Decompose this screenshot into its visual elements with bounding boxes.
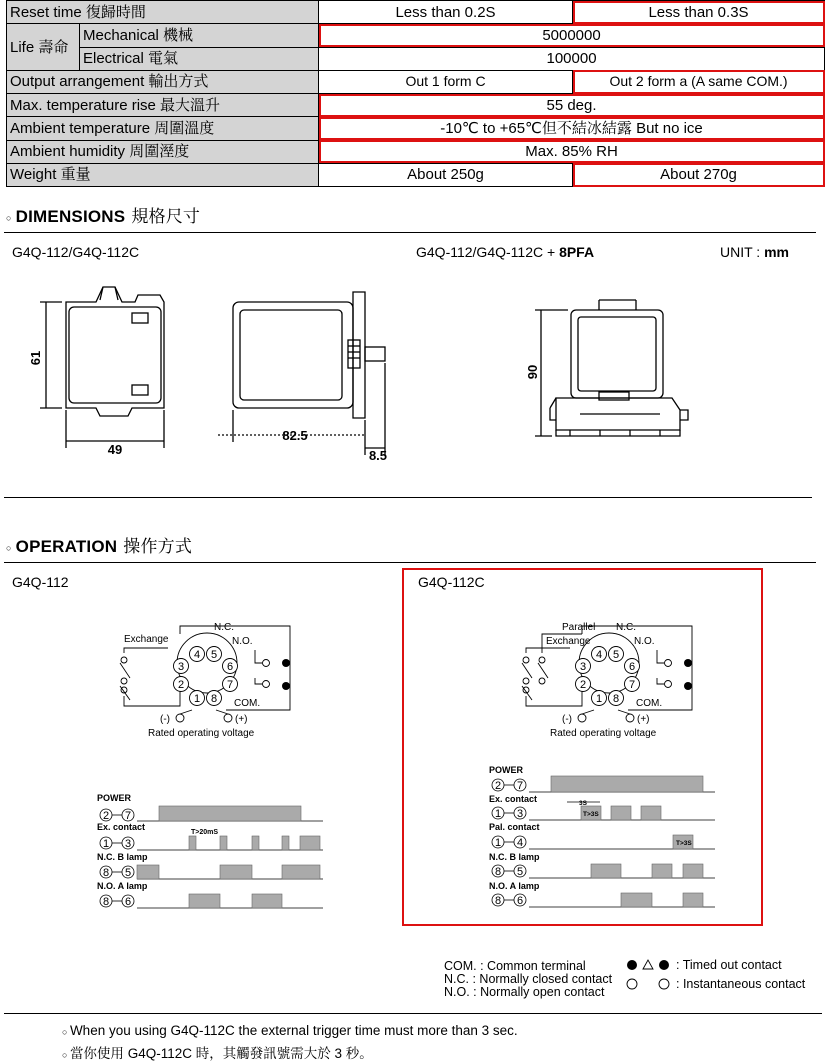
dim-socket-height-label: 90 [525, 364, 540, 380]
minus-label: (-) [160, 714, 170, 725]
table-row [7, 47, 825, 70]
bullet-icon: ○ [62, 1027, 70, 1037]
wiring-path [657, 650, 664, 684]
ambient-temperature-label: Ambient temperature 周圍溫度 [7, 117, 319, 140]
dimensions-left-model: G4Q-112/G4Q-112C [12, 244, 140, 260]
pin-1-label: 1 [193, 693, 201, 705]
pin-3-label: 3 [177, 661, 185, 673]
terminal-plus-icon [224, 714, 232, 722]
reset-time-label: Reset time 復歸時間 [7, 1, 319, 24]
instant-contact-icon [659, 979, 669, 989]
timed-contact-icon [282, 659, 290, 667]
ambient-temperature-value: -10℃ to +65℃但不結冰結露 But no ice [319, 117, 825, 140]
divider [4, 497, 812, 498]
pin-label: 6 [516, 895, 524, 907]
mechanical-label: Mechanical 機械 [80, 24, 319, 47]
dimension-drawings [0, 270, 830, 470]
terminal-icon [539, 678, 545, 684]
weight-g4q112: About 250g [319, 163, 573, 186]
timing-chart-g4q112 [95, 790, 327, 910]
unit-label [720, 244, 789, 260]
output-arrangement-label: Output arrangement 輸出方式 [7, 70, 319, 93]
nc-b-lamp-label: N.C. B lamp [97, 852, 148, 862]
operation-title-cjk: 操作方式 [123, 537, 193, 556]
pin-label: 1 [494, 837, 502, 849]
pin-5-label: 5 [210, 649, 218, 661]
wiring-path [526, 690, 582, 706]
pin-5-label: 5 [612, 649, 620, 661]
legend-nc: N.C. : Normally closed contact [444, 972, 613, 986]
pin-8-label: 8 [210, 693, 218, 705]
ex-contact-pulse [611, 806, 631, 820]
divider [4, 562, 816, 563]
pin-8-label: 8 [612, 693, 620, 705]
wiring-diagram-g4q112 [110, 618, 310, 744]
no-a-lamp-label: N.O. A lamp [489, 881, 540, 891]
power-on-pulse [551, 776, 703, 792]
pin-label: 7 [124, 810, 132, 822]
right-model-bold: 8PFA [559, 244, 595, 260]
nc-lamp-pulse [591, 864, 621, 878]
terminal-minus-icon [176, 714, 184, 722]
operation-title: OPERATION [15, 537, 118, 556]
unit-label-text: UNIT : [720, 244, 765, 260]
pin-2-label: 2 [579, 679, 587, 691]
timed-contact-icon [627, 960, 637, 970]
switch-contact [522, 663, 532, 678]
table-row [7, 117, 825, 140]
table-row [7, 1, 825, 24]
wiring-path [582, 710, 630, 714]
operation-right-model: G4Q-112C [418, 574, 485, 590]
plus-label: (+) [637, 714, 650, 725]
timed-contact-icon [282, 682, 290, 690]
power-label: POWER [97, 793, 132, 803]
pin-label: 5 [516, 866, 524, 878]
wiring-path [526, 648, 570, 653]
minus-label: (-) [562, 714, 572, 725]
pin-6-label: 6 [628, 661, 636, 673]
no-lamp-pulse [683, 893, 703, 907]
pin-label: 8 [102, 867, 110, 879]
pin-label: 6 [124, 896, 132, 908]
power-on-pulse [159, 806, 301, 821]
bullet-icon: ○ [6, 542, 12, 553]
nc-label: N.C. [214, 622, 234, 633]
legend-no: N.O. : Normally open contact [444, 985, 605, 999]
output-arrangement-g4q112c: Out 2 form a (A same COM.) [573, 70, 825, 93]
timed-contact-icon [659, 960, 669, 970]
nc-lamp-pulse [220, 865, 252, 879]
dimensions-title: DIMENSIONS [15, 207, 126, 226]
nc-b-lamp-label: N.C. B lamp [489, 852, 540, 862]
pin-6-label: 6 [226, 661, 234, 673]
pin-label: 3 [516, 808, 524, 820]
max-temp-rise-label: Max. temperature rise 最大溫升 [7, 94, 319, 117]
pin-label: 1 [494, 808, 502, 820]
socket-view-drawing [535, 300, 688, 436]
legend-timed: : Timed out contact [676, 958, 782, 972]
dim-height-label: 61 [28, 350, 43, 366]
ex-contact-pulse [189, 836, 196, 850]
pin-label: 3 [124, 838, 132, 850]
divider [4, 1013, 822, 1014]
terminal-icon [523, 678, 529, 684]
exchange-label: Exchange [124, 634, 169, 645]
note-en-text: When you using G4Q-112C the external trigger time must more than 3 sec. [69, 1023, 518, 1038]
bullet-icon: ○ [6, 212, 12, 223]
pin-label: 2 [102, 810, 110, 822]
nc-lamp-pulse [683, 864, 703, 878]
pin-label: 4 [516, 837, 524, 849]
com-label: COM. [234, 698, 261, 709]
switch-contact [120, 663, 130, 678]
nc-lamp-pulse [282, 865, 320, 879]
timed-contact-icon [684, 682, 692, 690]
nc-lamp-pulse [652, 864, 672, 878]
pin-label: 8 [102, 896, 110, 908]
operation-heading [6, 532, 192, 557]
legend-com: COM. : Common terminal [444, 959, 586, 973]
right-model-text: G4Q-112/G4Q-112C + [416, 244, 560, 260]
ambient-humidity-label: Ambient humidity 周圍溼度 [7, 140, 319, 163]
table-row [7, 94, 825, 117]
ex-contact-pulse [300, 836, 320, 850]
wiring-path [124, 690, 180, 706]
pin-7-label: 7 [628, 679, 636, 691]
nc-lamp-pulse [137, 865, 159, 879]
timed-contact-icon [684, 659, 692, 667]
terminal-icon [263, 660, 270, 667]
dim-width-label: 49 [107, 442, 123, 457]
wiring-path [180, 710, 228, 714]
reset-time-g4q112c: Less than 0.3S [573, 1, 825, 24]
no-label: N.O. [232, 636, 253, 647]
pin-4-label: 4 [595, 649, 603, 661]
pin-1-label: 1 [595, 693, 603, 705]
pin-4-label: 4 [193, 649, 201, 661]
t-3s-label: T>3S [676, 840, 692, 847]
no-label: N.O. [634, 636, 655, 647]
no-lamp-pulse [621, 893, 652, 907]
instant-contact-icon [627, 979, 637, 989]
ex-contact-pulse [282, 836, 289, 850]
terminal-icon [121, 678, 127, 684]
pin-7-label: 7 [226, 679, 234, 691]
no-a-lamp-label: N.O. A lamp [97, 881, 148, 891]
legend-instant: : Instantaneous contact [676, 977, 806, 991]
table-row [7, 163, 825, 186]
life-label: Life 壽命 [7, 24, 80, 71]
output-arrangement-g4q112: Out 1 form C [319, 70, 573, 93]
table-row [7, 140, 825, 163]
pin-3-label: 3 [579, 661, 587, 673]
table-row [7, 70, 825, 93]
exchange-label: Exchange [546, 636, 591, 647]
no-lamp-pulse [189, 894, 220, 908]
bullet-icon: ○ [62, 1050, 70, 1060]
terminal-icon [121, 657, 127, 663]
pal-contact-label: Pal. contact [489, 822, 540, 832]
dim-pin-label: 8.5 [368, 448, 388, 463]
ambient-humidity-value: Max. 85% RH [319, 140, 825, 163]
terminal-plus-icon [626, 714, 634, 722]
table-row [7, 24, 825, 47]
max-temp-rise-value: 55 deg. [319, 94, 825, 117]
note-en [62, 1023, 518, 1038]
three-s-label: 3S [579, 800, 587, 807]
note-zh-text: 當你使用 G4Q-112C 時，其觸發訊號需大於 3 秒。 [69, 1046, 373, 1061]
dimensions-title-cjk: 規格尺寸 [131, 207, 201, 226]
dimensions-right-model [416, 244, 594, 260]
unit-value: mm [764, 244, 789, 260]
electrical-label: Electrical 電氣 [80, 47, 319, 70]
no-lamp-pulse [252, 894, 282, 908]
divider [4, 232, 816, 233]
electrical-value: 100000 [319, 47, 825, 70]
t-20ms-label: T>20mS [191, 829, 219, 836]
legend-symbols [622, 956, 674, 996]
terminal-icon [665, 660, 672, 667]
reset-time-g4q112: Less than 0.2S [319, 1, 573, 24]
wiring-diagram-g4q112c [512, 618, 712, 744]
operation-left-model: G4Q-112 [12, 574, 69, 590]
ex-contact-pulse [220, 836, 227, 850]
terminal-icon [665, 681, 672, 688]
pin-label: 8 [494, 866, 502, 878]
plus-label: (+) [235, 714, 248, 725]
pin-label: 2 [494, 780, 502, 792]
switch-contact [538, 663, 548, 678]
ex-contact-label: Ex. contact [489, 794, 538, 804]
mechanical-value: 5000000 [319, 24, 825, 47]
note-zh [62, 1042, 373, 1062]
terminal-minus-icon [578, 714, 586, 722]
pin-label: 5 [124, 867, 132, 879]
t-3s-label: T>3S [583, 811, 599, 818]
com-label: COM. [636, 698, 663, 709]
parallel-label: Parallel [562, 622, 596, 633]
weight-g4q112c: About 270g [573, 163, 825, 186]
pin-label: 7 [516, 780, 524, 792]
pin-2-label: 2 [177, 679, 185, 691]
nc-label: N.C. [616, 622, 636, 633]
ex-contact-label: Ex. contact [97, 822, 146, 832]
pin-label: 8 [494, 895, 502, 907]
timing-chart-g4q112c [487, 762, 719, 912]
pin-label: 1 [102, 838, 110, 850]
power-label: POWER [489, 765, 524, 775]
spec-table [6, 0, 825, 187]
terminal-icon [523, 657, 529, 663]
triangle-icon [643, 960, 653, 969]
wiring-path [124, 648, 168, 653]
ex-contact-pulse [252, 836, 259, 850]
rated-voltage-label: Rated operating voltage [550, 728, 657, 739]
wiring-path [255, 650, 262, 684]
terminal-icon [539, 657, 545, 663]
weight-label: Weight 重量 [7, 163, 319, 186]
dimensions-heading [6, 202, 200, 227]
front-view-drawing [40, 287, 164, 448]
terminal-icon [263, 681, 270, 688]
dim-depth-label: 82.5 [282, 428, 308, 443]
rated-voltage-label: Rated operating voltage [148, 728, 255, 739]
ex-contact-pulse [641, 806, 661, 820]
